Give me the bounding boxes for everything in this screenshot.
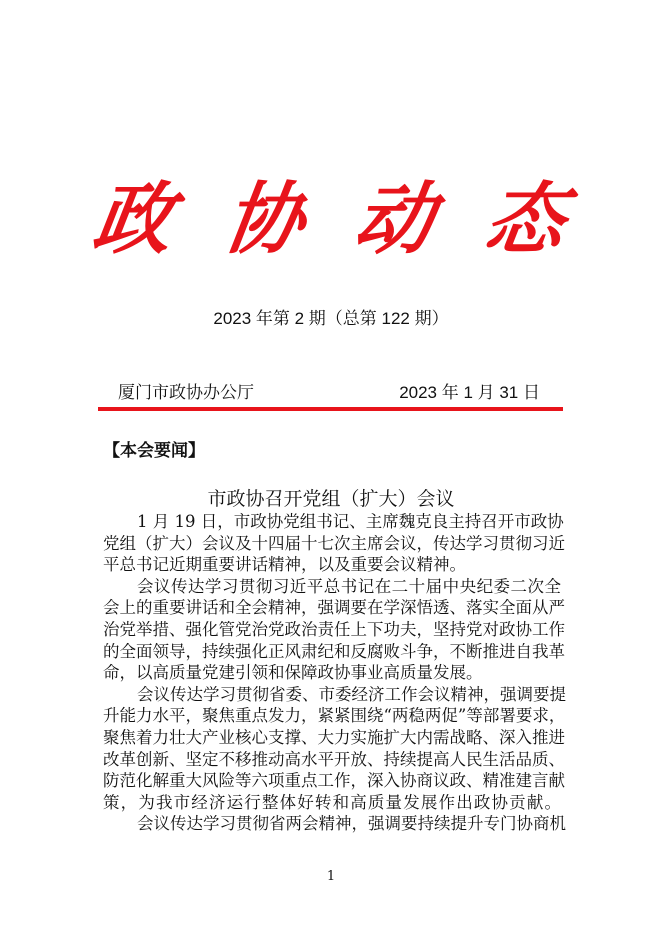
body-line: 会上的重要讲话和全会精神，强调要在学深悟透、落实全面从严 [103, 598, 565, 618]
masthead-logo [87, 165, 571, 265]
article-title: 市政协召开党组（扩大）会议 [207, 488, 455, 510]
body-line: 升能力水平，聚焦重点发力，紧紧围绕“两稳两促”等部署要求， [103, 706, 566, 726]
masthead-char: 态 [479, 173, 571, 265]
body-line: 治党举措、强化管党治党政治责任上下功夫，坚持党对政协工作 [103, 619, 565, 639]
body-line: 党组（扩大）会议及十四届十七次主席会议，传达学习贯彻习近 [103, 533, 565, 553]
masthead-char: 协 [218, 173, 310, 265]
body-line: 防范化解重大风险等六项重点工作，深入协商议政、精准建言献 [103, 771, 565, 791]
red-divider [98, 407, 563, 411]
publish-date: 2023 年 1 月 31 日 [399, 383, 540, 402]
issue-number: 2023 年第 2 期（总第 122 期） [213, 309, 449, 328]
body-line: 会议传达学习贯彻习近平总书记在二十届中央纪委二次全 [137, 576, 561, 596]
article-body [103, 511, 566, 835]
body-line: 聚焦着力壮大产业核心支撑、大力实施扩大内需战略、深入推进 [103, 727, 565, 747]
page-number: 1 [326, 869, 336, 884]
body-line: 会议传达学习贯彻省委、市委经济工作会议精神，强调要提 [137, 684, 566, 704]
publisher: 厦门市政协办公厅 [118, 383, 254, 402]
body-line: 命，以高质量党建引领和保障政协事业高质量发展。 [103, 663, 483, 683]
body-line: 会议传达学习贯彻省两会精神，强调要持续提升专门协商机 [137, 814, 566, 834]
body-line: 策，为我市经济运行整体好转和高质量发展作出政协贡献。 [103, 792, 561, 812]
masthead-char: 动 [349, 173, 440, 265]
body-line: 1 月 19 日，市政协党组书记、主席魏克良主持召开市政协 [137, 512, 564, 531]
section-heading: 【本会要闻】 [103, 441, 205, 461]
body-line: 改革创新、坚定不移推动高水平开放、持续提高人民生活品质、 [103, 749, 565, 769]
body-line: 平总书记近期重要讲话精神，以及重要会议精神。 [103, 555, 466, 575]
body-line: 的全面领导，持续强化正风肃纪和反腐败斗争，不断推进自我革 [103, 641, 565, 661]
masthead-char: 政 [87, 173, 179, 265]
